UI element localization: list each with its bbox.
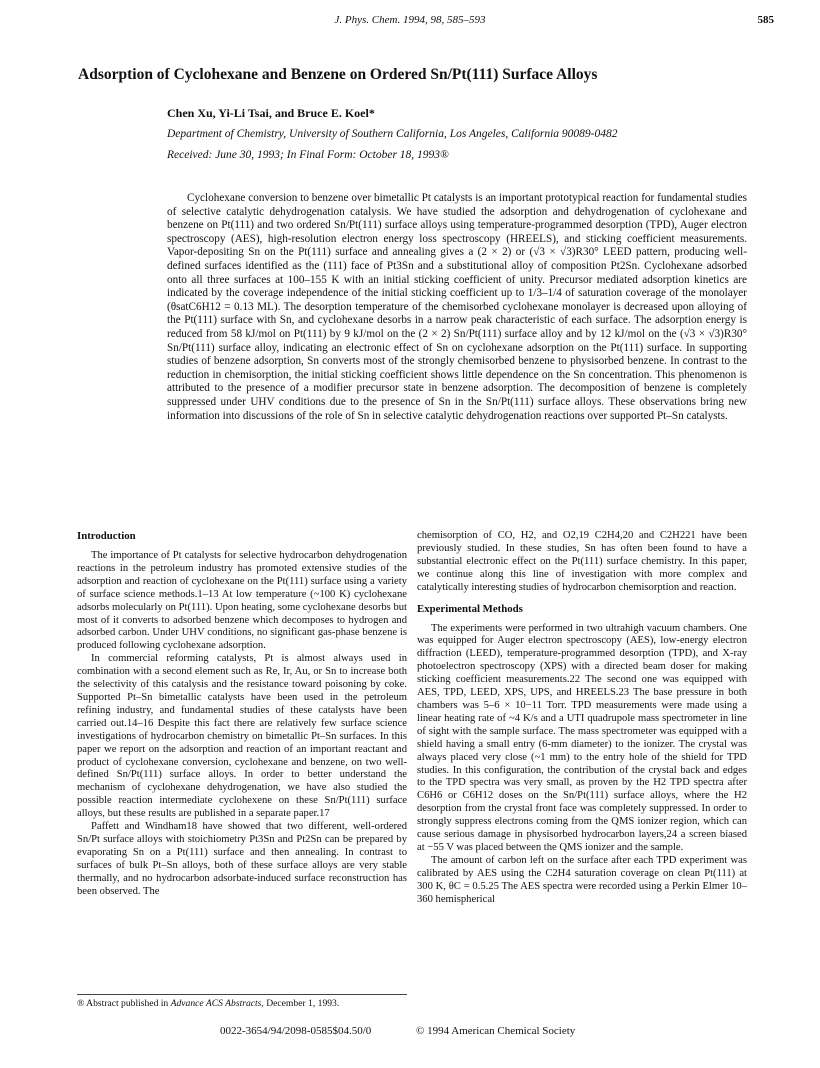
author-affiliation: Department of Chemistry, University of Southern California, Los Angeles, California 90089-0482 xyxy=(167,128,618,140)
methods-paragraph-2: The amount of carbon left on the surface after each TPD experiment was calibrated by AES using the C2H4 saturation coverage on clean Pt(111) at 300 K, θC = 0.5.25 The AES spectra were recorded using a Perkin Elmer 10–360 hemispherical xyxy=(417,854,747,905)
methods-paragraph-1: The experiments were performed in two ultrahigh vacuum chambers. One was equipped for Auger electron spectroscopy (AES), low-energy electron diffraction (LEED), temperature-programmed desorption (TPD), and X-ray photoelectron spectroscopy (XPS) with a directed beam doser for making sticking coefficient measurements.22 The second one was equipped with AES, TPD, LEED, XPS, UPS, and HREELS.23 The base pressure in both chambers was 5–6 × 10−11 Torr. TPD measurements were made using a linear heating rate of ~4 K/s and a UTI quadrupole mass spectrometer in line of sight with the sample surface. The mass spectrometer was equipped with a shield having a small entry (6-mm diameter) to the ionizer. The crystal was always placed very close (~1 mm) to the entry hole of the shield for TPD studies. In this configuration, the contribution of the crystal back and edges to the TPD spectra was very small, as proven by the H2 TPD spectra after C6H6 or C6H12 doses on the Sn/Pt(111) surface alloys, where the H2 desorption from the crystal front face was completely suppressed. In order to strongly suppress electrons coming from the QMS ionizer region, which can cause serious damage in physisorbed hydrocarbon layers,24 a screen biased at −55 V was placed between the QMS ionizer and the sample. xyxy=(417,622,747,853)
issn-code: 0022-3654/94/2098-0585$04.50/0 xyxy=(220,1025,372,1037)
article-title: Adsorption of Cyclohexane and Benzene on Ordered Sn/Pt(111) Surface Alloys xyxy=(78,66,598,83)
right-column xyxy=(417,530,747,906)
received-dates: Received: June 30, 1993; In Final Form: October 18, 1993® xyxy=(167,149,449,161)
running-header xyxy=(0,14,820,30)
intro-continuation: chemisorption of CO, H2, and O2,19 C2H4,20 and C2H221 have been previously studied. In these studies, Sn has often been found to have a substantial electronic effect on the Pt(111) surface chemistry. In this paper, we continue along this line of investigation with more complex and catalytically interesting studies of hydrocarbon chemisorption and reaction. xyxy=(417,530,747,593)
footnote xyxy=(77,994,407,1009)
author-list: Chen Xu, Yi-Li Tsai, and Bruce E. Koel* xyxy=(167,106,375,120)
copyright-notice: © 1994 American Chemical Society xyxy=(416,1025,576,1037)
introduction-heading: Introduction xyxy=(77,530,136,542)
abstract-text: Cyclohexane conversion to benzene over bimetallic Pt catalysts is an important prototypical reaction for fundamental studies of selective catalytic dehydrogenation catalysis. We have studied the adsorption and dehydrogenation of cyclohexane and benzene on Pt(111) and two ordered Sn/Pt(111) surface alloys using temperature-programmed desorption (TPD), Auger electron spectroscopy (AES), high-resolution electron energy loss spectroscopy (HREELS), and sticking coefficient measurements. Vapor-depositing Sn on the Pt(111) surface and annealing gives a (2 × 2) or (√3 × √3)R30° LEED pattern, producing well-defined surfaces identified as the (111) face of Pt3Sn and a substitutional alloy of composition Pt2Sn. Cyclohexane adsorbed onto all three surfaces at 100–155 K with an initial sticking coefficient of unity. Precursor mediated adsorption kinetics are indicated by the coverage independence of the initial sticking coefficient up to 1/3–1/4 of saturation coverage of the monolayer (θsatC6H12 = 0.13 ML). The desorption temperature of the chemisorbed cyclohexane monolayer is decreased upon alloying of the Pt(111) surface with Sn, and cyclohexane desorbs in a narrow peak characteristic of each surface. The adsorption energy is reduced from 58 kJ/mol on Pt(111) by 9 kJ/mol on the (2 × 2) Sn/Pt(111) surface alloy and by 12 kJ/mol on the (√3 × √3)R30° Sn/Pt(111) surface alloy, indicating an electronic effect of Sn on cyclohexane adsorption on the Pt(111) surface. In supporting studies of benzene adsorption, Sn converts most of the strongly chemisorbed benzene to physisorbed benzene. In contrast to the reduction in chemisorption, the initial sticking coefficient shows little dependence on the Sn concentration. This phenomenon is attributed to the presence of a modifier precursor state in benzene adsorption. The decomposition of benzene is completely suppressed under UHV conditions due to the presence of Sn in the Sn/Pt(111) surface alloys. These observations bring new information into discussions of the role of Sn in selective catalytic dehydrogenation reactions over supported Pt–Sn catalysts. xyxy=(167,192,747,422)
intro-paragraph-2: In commercial reforming catalysts, Pt is almost always used in combination with a second element such as Re, Ir, Au, or Sn to increase both the selectivity of this catalysis and the resistance toward poisoning by coke. Supported Pt–Sn bimetallic catalysts have been used in the petroleum refining industry, and fundamental studies of these catalysts have been carried out.14–16 Despite this fact there are relatively few surface science investigations of hydrocarbon chemistry on bimetallic Pt–Sn surfaces. In this paper we report on the adsorption and reaction of an important reactant and product of cyclohexane conversion, cyclohexane and benzene, on two well-defined Sn/Pt(111) surface alloys. In order to better understand the mechanism of cyclohexane dehydrogenation, we have also studied the possible reaction intermediate cyclohexene on these Sn/Pt(111) surface alloys, but these results are published in a separate paper.17 xyxy=(77,653,407,820)
intro-paragraph-1: The importance of Pt catalysts for selective hydrocarbon dehydrogenation reactions in the petroleum industry has promoted extensive studies of the adsorption and reaction of cyclohexane on the Pt(111) surface using a variety of surface science methods.1–13 At low temperature (~100 K) cyclohexane adsorbs molecularly on Pt(111). Upon heating, some cyclohexane desorbs but most of it converts to adsorbed benzene which decomposes to hydrogen and adsorbed carbon. Under UHV conditions, no significant gas-phase benzene is produced following cyclohexane adsorption. xyxy=(77,550,407,652)
experimental-methods-heading: Experimental Methods xyxy=(417,602,523,615)
abstract xyxy=(167,192,747,423)
footnote-text: ® Abstract published in xyxy=(77,998,169,1009)
journal-reference: J. Phys. Chem. 1994, 98, 585–593 xyxy=(334,14,486,26)
page-number: 585 xyxy=(757,14,774,26)
footnote-journal: Advance ACS Abstracts, xyxy=(170,998,264,1009)
left-column xyxy=(77,530,407,898)
intro-paragraph-3: Paffett and Windham18 have showed that two different, well-ordered Sn/Pt surface alloys with stoichiometry Pt3Sn and Pt2Sn can be prepared by evaporating Sn on a Pt(111) surface and then annealing. In contrast to surfaces of bulk Pt–Sn alloys, both of these surface alloys are very stable thermally, and no hydrocarbon adsorbate-induced surface reconstruction has been observed. The xyxy=(77,821,407,897)
footnote-date: December 1, 1993. xyxy=(266,998,340,1009)
